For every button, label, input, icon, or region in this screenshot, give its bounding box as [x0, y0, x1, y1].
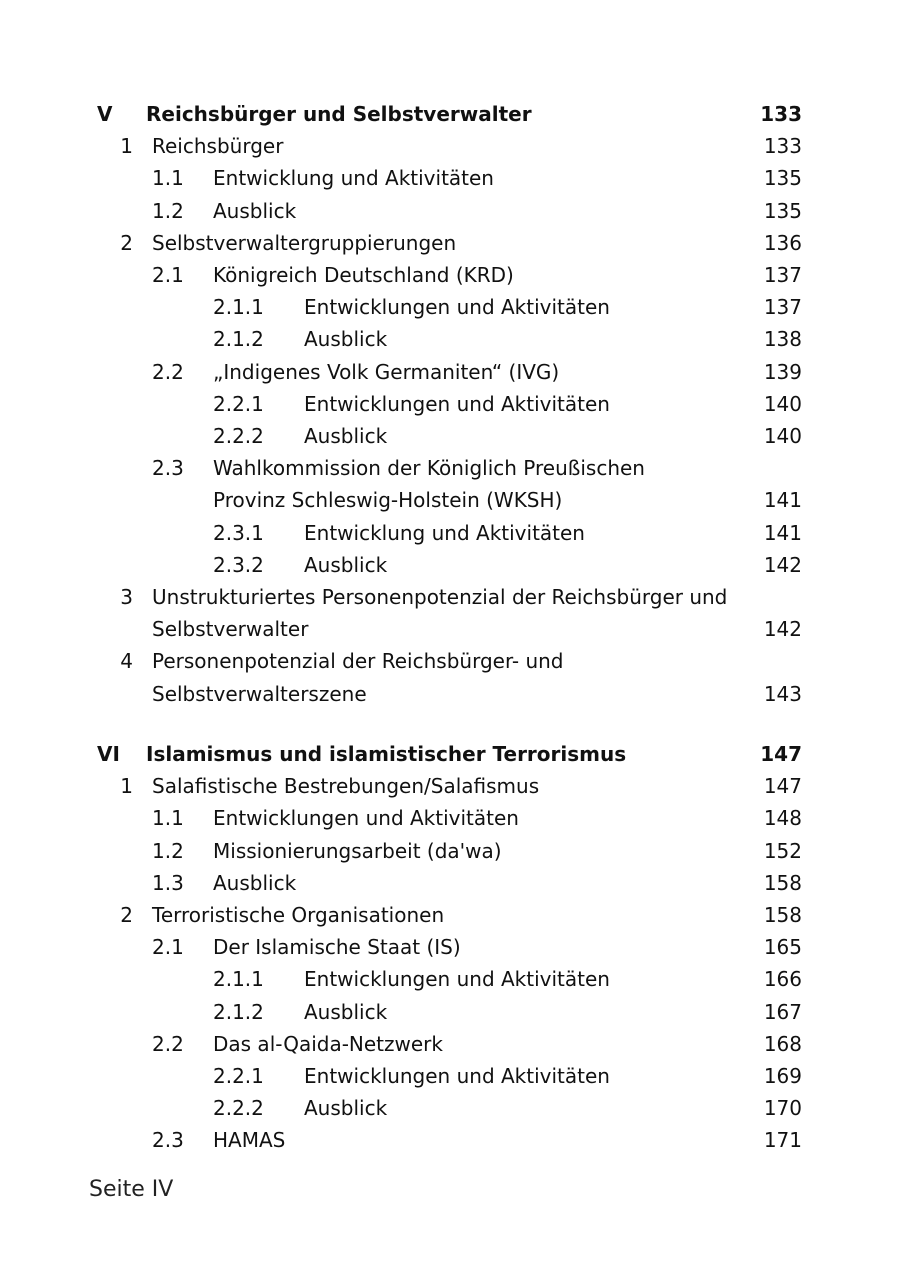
entry-number: 2.3.2: [213, 552, 264, 577]
entry-number: 2.2.1: [213, 1064, 264, 1088]
entry-page-number: 140: [763, 424, 802, 448]
entry-title: Terroristische Organisationen: [152, 903, 445, 927]
entry-page-number: 141: [763, 520, 802, 545]
entry-page-number: 139: [763, 359, 802, 384]
toc-entry[interactable]: [0, 133, 802, 165]
entry-page-number: 143: [763, 681, 802, 706]
entry-title: Entwicklungen und Aktivitäten: [304, 391, 610, 416]
section-numeral: VI: [97, 742, 120, 766]
entry-page-number: 137: [763, 295, 802, 320]
entry-title: Provinz Schleswig-Holstein (WKSH): [213, 488, 563, 513]
toc-entry[interactable]: [0, 966, 802, 998]
section-title: Islamismus und islamistischer Terrorismus: [146, 742, 627, 766]
toc-entry[interactable]: [0, 934, 802, 966]
entry-number: 2.2.2: [213, 1096, 264, 1121]
entry-number: 1: [120, 774, 133, 799]
entry-page-number: 167: [763, 999, 802, 1024]
entry-title: Der Islamische Staat (IS): [213, 935, 461, 960]
entry-page-number: 165: [763, 935, 802, 960]
entry-title: Ausblick: [304, 327, 388, 352]
entry-title: Entwicklung und Aktivitäten: [213, 166, 494, 191]
toc-entry[interactable]: [0, 262, 802, 294]
entry-number: 2.2.2: [213, 424, 264, 448]
toc-entry[interactable]: [0, 1063, 802, 1095]
entry-title: Missionierungsarbeit (da'wa): [213, 838, 502, 863]
entry-page-number: 141: [763, 488, 802, 513]
entry-title: Entwicklungen und Aktivitäten: [304, 967, 610, 992]
entry-title: Selbstverwalter: [152, 617, 309, 642]
entry-page-number: 142: [763, 552, 802, 577]
entry-number: 2.1: [152, 263, 184, 287]
entry-page-number: 136: [763, 230, 802, 255]
toc-section-heading[interactable]: [97, 741, 802, 767]
toc-entry[interactable]: [0, 648, 802, 712]
toc-entry[interactable]: [0, 902, 802, 934]
entry-number: 1.2: [152, 198, 184, 223]
toc-entry[interactable]: [0, 423, 802, 455]
entry-number: 2.1.2: [213, 327, 264, 352]
entry-number: 2.3: [152, 456, 184, 481]
entry-page-number: 166: [763, 967, 802, 992]
entry-title: Ausblick: [304, 999, 388, 1024]
toc-entry[interactable]: [0, 455, 802, 519]
entry-title: Entwicklungen und Aktivitäten: [213, 806, 519, 831]
entry-page-number: 135: [763, 166, 802, 191]
entry-title: Königreich Deutschland (KRD): [213, 263, 514, 287]
entry-number: 2.2: [152, 1031, 184, 1056]
entry-title: Selbstverwalterszene: [152, 681, 367, 706]
entry-page-number: 142: [763, 617, 802, 642]
entry-page-number: 133: [763, 134, 802, 159]
entry-page-number: 171: [763, 1128, 802, 1153]
toc-entry[interactable]: [0, 870, 802, 902]
entry-number: 1.2: [152, 838, 184, 863]
toc-entry[interactable]: [0, 359, 802, 391]
entry-title: Das al-Qaida-Netzwerk: [213, 1031, 443, 1056]
entry-number: 2.3.1: [213, 520, 264, 545]
entry-number: 1.1: [152, 806, 184, 831]
entry-number: 2.1.1: [213, 967, 264, 992]
entry-page-number: 169: [763, 1064, 802, 1088]
entry-title: „Indigenes Volk Germaniten“ (IVG): [213, 359, 560, 384]
toc-entry[interactable]: [0, 999, 802, 1031]
entry-title: Reichsbürger: [152, 134, 284, 159]
section-numeral: V: [97, 102, 113, 126]
entry-page-number: 148: [763, 806, 802, 831]
toc-entry[interactable]: [0, 838, 802, 870]
entry-title: Ausblick: [304, 552, 388, 577]
entry-title: HAMAS: [213, 1128, 286, 1153]
section-title: Reichsbürger und Selbstverwalter: [146, 102, 532, 126]
toc-entry[interactable]: [0, 805, 802, 837]
toc-entry[interactable]: [0, 326, 802, 358]
entry-page-number: 147: [763, 774, 802, 799]
toc-section-heading[interactable]: [97, 101, 802, 127]
entry-number: 2.2.1: [213, 391, 264, 416]
toc-entry[interactable]: [0, 552, 802, 584]
toc-entry[interactable]: [0, 230, 802, 262]
entry-page-number: 140: [763, 391, 802, 416]
entry-number: 2.1.2: [213, 999, 264, 1024]
section-page-number: 133: [760, 102, 802, 126]
toc-entry[interactable]: [0, 198, 802, 230]
entry-title: Ausblick: [304, 1096, 388, 1121]
entry-page-number: 158: [763, 870, 802, 895]
entry-number: 1.3: [152, 870, 184, 895]
entry-title: Entwicklungen und Aktivitäten: [304, 1064, 610, 1088]
toc-entry[interactable]: [0, 520, 802, 552]
entry-number: 1: [120, 134, 133, 159]
entry-number: 4: [120, 649, 133, 674]
toc-entry[interactable]: [0, 1095, 802, 1127]
toc-entry[interactable]: [0, 1127, 802, 1159]
entry-title: Wahlkommission der Königlich Preußischen: [213, 456, 645, 481]
entry-number: 1.1: [152, 166, 184, 191]
page-footer: Seite IV: [89, 1177, 174, 1202]
entry-page-number: 135: [763, 198, 802, 223]
section-page-number: 147: [760, 742, 802, 766]
toc-entry[interactable]: [0, 773, 802, 805]
entry-page-number: 158: [763, 903, 802, 927]
entry-page-number: 152: [763, 838, 802, 863]
entry-page-number: 168: [763, 1031, 802, 1056]
entry-number: 2.1.1: [213, 295, 264, 320]
entry-title: Ausblick: [213, 870, 297, 895]
entry-title: Selbstverwaltergruppierungen: [152, 230, 457, 255]
toc-entry[interactable]: [0, 584, 802, 648]
entry-page-number: 138: [763, 327, 802, 352]
entry-page-number: 170: [763, 1096, 802, 1121]
entry-title: Unstrukturiertes Personenpotenzial der Reichsbürger und: [152, 585, 728, 609]
toc-entry[interactable]: [0, 1031, 802, 1063]
entry-title: Ausblick: [213, 198, 297, 223]
entry-title: Entwicklung und Aktivitäten: [304, 520, 585, 545]
entry-number: 2: [120, 903, 133, 927]
entry-title: Salafistische Bestrebungen/Salafismus: [152, 774, 540, 799]
toc-entry[interactable]: [0, 165, 802, 197]
entry-number: 2.2: [152, 359, 184, 384]
entry-title: Personenpotenzial der Reichsbürger- und: [152, 649, 564, 674]
entry-number: 2: [120, 230, 133, 255]
entry-number: 2.3: [152, 1128, 184, 1153]
toc-entry[interactable]: [0, 391, 802, 423]
entry-number: 3: [120, 585, 133, 609]
entry-page-number: 137: [763, 263, 802, 287]
entry-number: 2.1: [152, 935, 184, 960]
entry-title: Ausblick: [304, 424, 388, 448]
entry-title: Entwicklungen und Aktivitäten: [304, 295, 610, 320]
toc-entry[interactable]: [0, 294, 802, 326]
